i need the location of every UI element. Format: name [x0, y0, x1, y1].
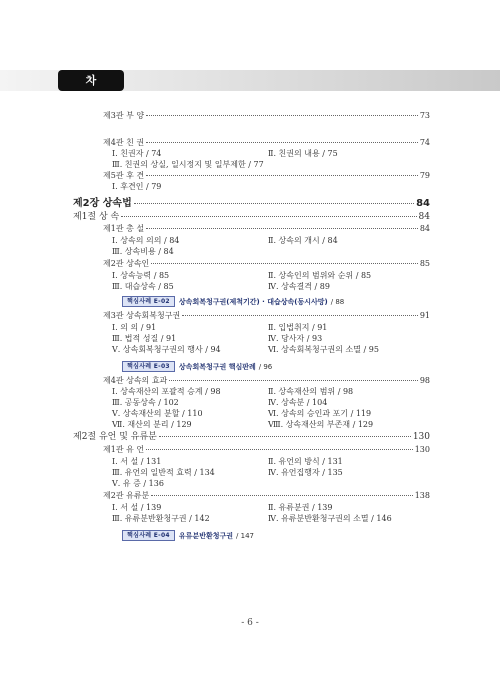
toc-subitem[interactable]: Ⅰ. 서 설 / 139	[112, 503, 162, 512]
leader-dots	[134, 203, 414, 204]
toc-entry-label: 제3관 부 양	[103, 111, 145, 120]
toc-entry[interactable]	[103, 491, 430, 501]
toc-entry[interactable]	[103, 311, 430, 321]
toc-entry-label: 제3관 상속회복청구권	[103, 311, 181, 320]
toc-subitem[interactable]: Ⅲ. 유언의 일반적 효력 / 134	[112, 468, 215, 477]
leader-dots	[182, 315, 418, 316]
toc-entry-label: 제2절 유언 및 유류분	[73, 432, 157, 442]
page-number: - 6 -	[241, 618, 259, 628]
key-case-entry[interactable]	[122, 361, 272, 372]
toc-entry-label: 제2관 상속인	[103, 259, 150, 268]
leader-dots	[146, 115, 418, 116]
toc-subitem[interactable]: Ⅰ. 후견인 / 79	[112, 182, 162, 191]
toc-subitem[interactable]: Ⅴ. 상속회복청구권의 행사 / 94	[112, 345, 221, 354]
toc-subitem[interactable]: Ⅰ. 상속의 의의 / 84	[112, 236, 180, 245]
toc-subitem[interactable]: Ⅳ. 유언집행자 / 135	[268, 468, 343, 477]
toc-entry-label: 제1관 유 언	[103, 445, 145, 454]
leader-dots	[169, 380, 418, 381]
toc-entry[interactable]	[103, 259, 430, 269]
toc-entry-page: 91	[419, 311, 430, 320]
leader-dots	[151, 263, 418, 264]
toc-subitem[interactable]: Ⅲ. 친권의 상실, 일시정지 및 일부제한 / 77	[112, 160, 264, 169]
toc-entry-label: 제2관 유류분	[103, 491, 150, 500]
toc-subitem[interactable]: Ⅱ. 유언의 방식 / 131	[268, 457, 343, 466]
toc-subitem[interactable]: Ⅰ. 상속능력 / 85	[112, 271, 170, 280]
toc-entry-label: 제4관 친 권	[103, 138, 145, 147]
key-case-page: / 88	[330, 297, 345, 306]
toc-subitem[interactable]: Ⅴ. 상속재산의 분할 / 110	[112, 409, 203, 418]
toc-subitem[interactable]: Ⅰ. 서 설 / 131	[112, 457, 162, 466]
key-case-page: / 147	[236, 531, 254, 540]
key-case-page: / 96	[258, 362, 273, 371]
toc-subitem[interactable]: Ⅳ. 상속분 / 104	[268, 398, 328, 407]
toc-entry-page: 130	[414, 445, 430, 454]
toc-subitem[interactable]: Ⅱ. 상속인의 범위와 순위 / 85	[268, 271, 372, 280]
toc-entry-label: 제1절 상 속	[73, 212, 120, 222]
toc-subitem[interactable]: Ⅲ. 법적 성질 / 91	[112, 334, 177, 343]
toc-subitem[interactable]: Ⅰ. 친권자 / 74	[112, 149, 162, 158]
toc-entry[interactable]	[103, 445, 430, 455]
leader-dots	[146, 142, 418, 143]
toc-subitem[interactable]: Ⅳ. 유류분반환청구권의 소멸 / 146	[268, 514, 392, 523]
toc-subitem[interactable]: Ⅵ. 상속회복청구권의 소멸 / 95	[268, 345, 379, 354]
toc-subitem[interactable]: Ⅱ. 입법취지 / 91	[268, 323, 328, 332]
toc-entry[interactable]	[73, 432, 430, 442]
leader-dots	[151, 495, 412, 496]
toc-entry[interactable]	[103, 376, 430, 386]
toc-entry-page: 79	[419, 171, 430, 180]
key-case-badge: 핵심사례 E-03	[122, 361, 175, 372]
toc-entry-page: 84	[416, 198, 430, 209]
toc-entry-label: 제1관 총 설	[103, 224, 145, 233]
toc-subitem[interactable]: Ⅷ. 상속재산의 부존재 / 129	[268, 420, 374, 429]
toc-subitem[interactable]: Ⅰ. 의 의 / 91	[112, 323, 157, 332]
toc-subitem[interactable]: Ⅳ. 상속결격 / 89	[268, 282, 330, 291]
toc-subitem[interactable]: Ⅱ. 친권의 내용 / 75	[268, 149, 338, 158]
toc-subitem[interactable]: Ⅴ. 유 증 / 136	[112, 479, 164, 488]
toc-title: 차 례	[58, 70, 124, 91]
toc-subitem[interactable]: Ⅱ. 상속의 개시 / 84	[268, 236, 338, 245]
key-case-title: 상속회복청구권 핵심판례	[178, 362, 256, 371]
leader-dots	[146, 228, 418, 229]
toc-entry-page: 84	[419, 224, 430, 233]
toc-subitem[interactable]: Ⅲ. 대습상속 / 85	[112, 282, 174, 291]
toc-subitem[interactable]: Ⅲ. 유류분반환청구권 / 142	[112, 514, 210, 523]
toc-subitem[interactable]: Ⅱ. 상속재산의 범위 / 98	[268, 387, 354, 396]
toc-entry-page: 73	[419, 111, 430, 120]
toc-entry-label: 제5관 후 견	[103, 171, 145, 180]
leader-dots	[121, 216, 416, 217]
leader-dots	[159, 436, 411, 437]
toc-entry-page: 130	[412, 432, 430, 442]
leader-dots	[146, 449, 413, 450]
toc-entry-page: 85	[419, 259, 430, 268]
toc-entry-label: 제2장 상속법	[73, 198, 132, 209]
toc-entry[interactable]	[103, 224, 430, 234]
toc-entry[interactable]	[73, 212, 430, 222]
toc-entry-page: 98	[419, 376, 430, 385]
toc-entry-page: 84	[418, 212, 430, 222]
key-case-title: 상속회복청구권(제척기간) · 대습상속(동시사망)	[178, 297, 328, 306]
toc-subitem[interactable]: Ⅲ. 공동상속 / 102	[112, 398, 179, 407]
key-case-title: 유류분반환청구권	[178, 531, 234, 540]
toc-subitem[interactable]: Ⅳ. 당사자 / 93	[268, 334, 323, 343]
toc-entry-page: 74	[419, 138, 430, 147]
toc-entry-page: 138	[414, 491, 430, 500]
toc-entry[interactable]	[103, 138, 430, 148]
key-case-badge: 핵심사례 E-04	[122, 530, 175, 541]
toc-subitem[interactable]: Ⅶ. 재산의 분리 / 129	[112, 420, 192, 429]
key-case-badge: 핵심사례 E-02	[122, 296, 175, 307]
key-case-entry[interactable]	[122, 530, 254, 541]
toc-subitem[interactable]: Ⅵ. 상속의 승인과 포기 / 119	[268, 409, 372, 418]
toc-subitem[interactable]: Ⅱ. 유류분권 / 139	[268, 503, 333, 512]
key-case-entry[interactable]	[122, 296, 344, 307]
leader-dots	[146, 175, 418, 176]
toc-subitem[interactable]: Ⅲ. 상속비용 / 84	[112, 247, 174, 256]
toc-entry[interactable]	[103, 171, 430, 181]
toc-entry[interactable]	[103, 111, 430, 121]
toc-entry[interactable]	[73, 199, 430, 209]
toc-entry-label: 제4관 상속의 효과	[103, 376, 168, 385]
toc-subitem[interactable]: Ⅰ. 상속재산의 포괄적 승계 / 98	[112, 387, 221, 396]
